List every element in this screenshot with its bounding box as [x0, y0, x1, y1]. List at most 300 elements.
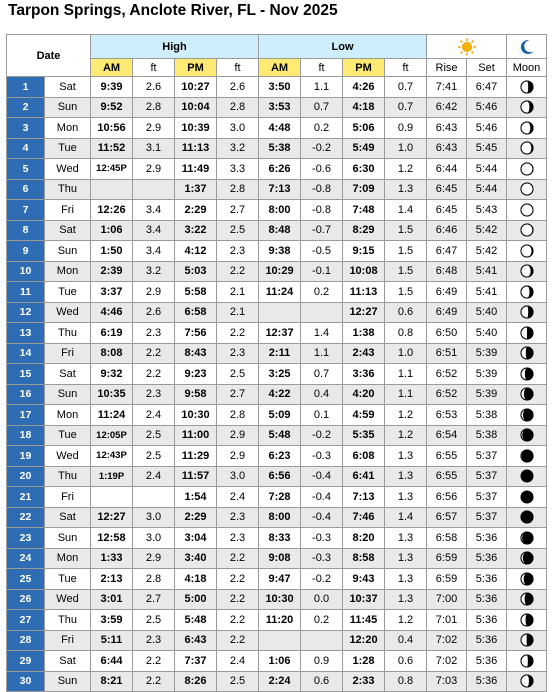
high-am-time: 6:44 [91, 651, 133, 672]
moon-phase-icon [520, 141, 534, 155]
low-am-height: -0.3 [301, 446, 343, 467]
day-of-week: Sun [45, 671, 91, 692]
high-am-height: 3.4 [133, 200, 175, 221]
day-number: 24 [7, 548, 45, 569]
low-am-height [301, 302, 343, 323]
day-number: 26 [7, 589, 45, 610]
sunrise-time: 6:55 [427, 466, 467, 487]
day-number: 5 [7, 159, 45, 180]
high-pm-ft-header: ft [217, 59, 259, 77]
moon-phase-icon [520, 223, 534, 237]
low-am-height: 0.9 [301, 651, 343, 672]
sunset-time: 5:38 [467, 405, 507, 426]
sunrise-time: 6:49 [427, 302, 467, 323]
low-am-time: 11:20 [259, 610, 301, 631]
high-am-time: 3:59 [91, 610, 133, 631]
low-pm-time: 11:45 [343, 610, 385, 631]
moon-header [507, 35, 547, 59]
high-am-time: 6:19 [91, 323, 133, 344]
high-am-time: 12:26 [91, 200, 133, 221]
low-am-height: 0.2 [301, 282, 343, 303]
moon-phase-cell [507, 179, 547, 200]
moon-phase-cell [507, 159, 547, 180]
high-am-height: 2.5 [133, 610, 175, 631]
moon-phase-icon [520, 121, 534, 135]
high-am-height: 2.9 [133, 282, 175, 303]
high-pm-height: 2.9 [217, 446, 259, 467]
low-pm-header: PM [343, 59, 385, 77]
high-pm-height: 2.8 [217, 405, 259, 426]
low-am-height: -0.2 [301, 425, 343, 446]
low-pm-height: 1.2 [385, 405, 427, 426]
low-am-time: 6:56 [259, 466, 301, 487]
high-pm-time: 6:58 [175, 302, 217, 323]
day-number: 14 [7, 343, 45, 364]
low-am-height: 0.7 [301, 97, 343, 118]
table-row [7, 261, 547, 282]
sunset-time: 5:38 [467, 425, 507, 446]
low-am-ft-header: ft [301, 59, 343, 77]
table-row [7, 610, 547, 631]
high-pm-height: 2.5 [217, 364, 259, 385]
table-row [7, 507, 547, 528]
moon-phase-cell [507, 323, 547, 344]
low-pm-time: 10:37 [343, 589, 385, 610]
high-pm-time: 11:13 [175, 138, 217, 159]
high-pm-time: 7:37 [175, 651, 217, 672]
moon-phase-cell [507, 589, 547, 610]
sunrise-time: 7:02 [427, 630, 467, 651]
low-am-time: 2:24 [259, 671, 301, 692]
high-pm-height: 2.8 [217, 179, 259, 200]
high-pm-height: 2.3 [217, 241, 259, 262]
low-am-time: 4:22 [259, 384, 301, 405]
day-number: 12 [7, 302, 45, 323]
high-am-height: 2.7 [133, 589, 175, 610]
high-am-time: 12:45P [91, 159, 133, 180]
high-am-height: 2.9 [133, 159, 175, 180]
moon-phase-cell [507, 425, 547, 446]
day-number: 6 [7, 179, 45, 200]
moon-phase-icon [520, 654, 534, 668]
low-pm-time: 9:15 [343, 241, 385, 262]
high-am-time: 11:24 [91, 405, 133, 426]
moon-phase-icon [520, 244, 534, 258]
low-pm-height: 1.4 [385, 200, 427, 221]
high-pm-time: 10:27 [175, 77, 217, 98]
high-am-height: 2.8 [133, 569, 175, 590]
low-am-time: 5:48 [259, 425, 301, 446]
high-am-height: 2.3 [133, 630, 175, 651]
sunrise-time: 6:42 [427, 97, 467, 118]
low-am-time: 1:06 [259, 651, 301, 672]
low-pm-time: 5:06 [343, 118, 385, 139]
day-of-week: Sat [45, 364, 91, 385]
high-pm-time: 7:56 [175, 323, 217, 344]
moon-phase-cell [507, 651, 547, 672]
high-am-time: 11:52 [91, 138, 133, 159]
date-header: Date [7, 35, 91, 77]
high-am-time: 8:21 [91, 671, 133, 692]
high-pm-time: 1:37 [175, 179, 217, 200]
high-am-time: 4:46 [91, 302, 133, 323]
high-pm-height: 2.3 [217, 343, 259, 364]
moon-phase-cell [507, 220, 547, 241]
high-am-height: 2.5 [133, 425, 175, 446]
low-pm-time: 6:41 [343, 466, 385, 487]
sunrise-time: 6:48 [427, 261, 467, 282]
high-am-time [91, 487, 133, 508]
low-am-time: 10:30 [259, 589, 301, 610]
sunset-time: 5:36 [467, 671, 507, 692]
high-pm-height: 2.2 [217, 569, 259, 590]
low-pm-time: 5:49 [343, 138, 385, 159]
high-am-height: 2.6 [133, 77, 175, 98]
moon-phase-icon [520, 469, 534, 483]
high-pm-header: PM [175, 59, 217, 77]
moon-phase-icon [520, 346, 534, 360]
table-row [7, 425, 547, 446]
high-pm-height: 2.2 [217, 630, 259, 651]
day-number: 17 [7, 405, 45, 426]
moon-phase-cell [507, 118, 547, 139]
low-am-height: 0.7 [301, 364, 343, 385]
low-pm-time: 7:48 [343, 200, 385, 221]
table-row [7, 446, 547, 467]
high-pm-height: 3.3 [217, 159, 259, 180]
low-am-height: 1.1 [301, 343, 343, 364]
low-pm-height: 1.5 [385, 261, 427, 282]
high-pm-height: 2.3 [217, 528, 259, 549]
low-am-time: 7:28 [259, 487, 301, 508]
low-pm-height: 1.3 [385, 569, 427, 590]
low-pm-time: 6:08 [343, 446, 385, 467]
day-number: 19 [7, 446, 45, 467]
high-am-time: 3:37 [91, 282, 133, 303]
moon-phase-icon [520, 305, 534, 319]
day-number: 29 [7, 651, 45, 672]
low-pm-height: 0.8 [385, 323, 427, 344]
sunrise-time: 6:49 [427, 282, 467, 303]
high-pm-height: 2.6 [217, 77, 259, 98]
high-pm-time: 8:26 [175, 671, 217, 692]
day-of-week: Tue [45, 138, 91, 159]
low-am-height: 0.1 [301, 405, 343, 426]
low-pm-height: 0.9 [385, 118, 427, 139]
high-pm-time: 9:23 [175, 364, 217, 385]
high-pm-time: 11:00 [175, 425, 217, 446]
high-am-time: 9:32 [91, 364, 133, 385]
moon-phase-cell [507, 610, 547, 631]
low-pm-time: 4:26 [343, 77, 385, 98]
sunset-time: 5:46 [467, 118, 507, 139]
table-row [7, 528, 547, 549]
low-am-height [301, 630, 343, 651]
low-pm-time: 7:46 [343, 507, 385, 528]
high-pm-time: 11:29 [175, 446, 217, 467]
moon-phase-cell [507, 569, 547, 590]
sunset-time: 5:39 [467, 364, 507, 385]
high-pm-height: 2.9 [217, 425, 259, 446]
high-am-height: 2.6 [133, 302, 175, 323]
day-number: 11 [7, 282, 45, 303]
low-pm-time: 2:33 [343, 671, 385, 692]
low-pm-time: 12:27 [343, 302, 385, 323]
low-pm-height: 1.4 [385, 507, 427, 528]
high-pm-time: 5:00 [175, 589, 217, 610]
moon-phase-icon [520, 633, 534, 647]
low-am-header: AM [259, 59, 301, 77]
table-row [7, 323, 547, 344]
low-am-time: 4:48 [259, 118, 301, 139]
low-pm-height: 0.8 [385, 671, 427, 692]
moon-phase-cell [507, 405, 547, 426]
high-am-height: 3.0 [133, 507, 175, 528]
sunset-time: 5:36 [467, 651, 507, 672]
high-pm-height: 3.2 [217, 138, 259, 159]
low-am-height: -0.1 [301, 261, 343, 282]
high-pm-height: 2.5 [217, 220, 259, 241]
table-row [7, 651, 547, 672]
sunrise-time: 7:00 [427, 589, 467, 610]
high-am-height: 2.8 [133, 97, 175, 118]
moon-phase-icon [520, 531, 534, 545]
sunset-time: 5:37 [467, 487, 507, 508]
day-number: 3 [7, 118, 45, 139]
day-of-week: Mon [45, 118, 91, 139]
high-pm-height: 2.2 [217, 610, 259, 631]
sunset-time: 5:39 [467, 384, 507, 405]
day-of-week: Thu [45, 610, 91, 631]
high-pm-time: 6:43 [175, 630, 217, 651]
low-am-time: 9:08 [259, 548, 301, 569]
low-pm-height: 1.3 [385, 466, 427, 487]
sunset-time: 5:37 [467, 446, 507, 467]
low-pm-time: 5:35 [343, 425, 385, 446]
high-pm-time: 3:04 [175, 528, 217, 549]
day-number: 8 [7, 220, 45, 241]
sunset-time: 6:47 [467, 77, 507, 98]
day-of-week: Sun [45, 97, 91, 118]
high-am-time: 8:08 [91, 343, 133, 364]
day-number: 1 [7, 77, 45, 98]
high-pm-height: 2.4 [217, 487, 259, 508]
high-am-time: 2:39 [91, 261, 133, 282]
high-am-height: 2.2 [133, 651, 175, 672]
sunset-time: 5:36 [467, 589, 507, 610]
sunrise-time: 6:43 [427, 118, 467, 139]
low-am-height: 0.2 [301, 118, 343, 139]
moon-phase-cell [507, 97, 547, 118]
low-am-height: 0.2 [301, 610, 343, 631]
table-row [7, 282, 547, 303]
low-am-height: 0.4 [301, 384, 343, 405]
sunset-time: 5:45 [467, 138, 507, 159]
low-am-time: 8:00 [259, 200, 301, 221]
high-am-time: 3:01 [91, 589, 133, 610]
low-pm-height: 1.5 [385, 220, 427, 241]
high-pm-time: 4:18 [175, 569, 217, 590]
low-am-height: -0.2 [301, 138, 343, 159]
high-pm-time: 5:58 [175, 282, 217, 303]
sunrise-time: 6:52 [427, 384, 467, 405]
low-am-height: -0.3 [301, 548, 343, 569]
day-number: 18 [7, 425, 45, 446]
low-am-time: 9:47 [259, 569, 301, 590]
day-of-week: Sat [45, 507, 91, 528]
table-row [7, 405, 547, 426]
day-of-week: Sat [45, 651, 91, 672]
high-pm-height: 2.3 [217, 507, 259, 528]
moon-phase-cell [507, 446, 547, 467]
low-am-time: 12:37 [259, 323, 301, 344]
low-am-height: -0.2 [301, 569, 343, 590]
high-pm-time: 10:39 [175, 118, 217, 139]
high-pm-height: 3.0 [217, 118, 259, 139]
high-pm-height: 2.8 [217, 97, 259, 118]
low-am-time: 2:11 [259, 343, 301, 364]
day-of-week: Fri [45, 630, 91, 651]
low-am-time: 8:33 [259, 528, 301, 549]
day-of-week: Wed [45, 446, 91, 467]
low-am-time: 7:13 [259, 179, 301, 200]
high-am-height: 2.4 [133, 405, 175, 426]
sunset-header: Set [467, 59, 507, 77]
high-am-time: 12:58 [91, 528, 133, 549]
moon-phase-icon [520, 572, 534, 586]
day-of-week: Mon [45, 405, 91, 426]
high-am-time: 1:33 [91, 548, 133, 569]
day-of-week: Tue [45, 425, 91, 446]
low-am-height: 1.1 [301, 77, 343, 98]
low-am-height: -0.7 [301, 220, 343, 241]
high-pm-time: 11:49 [175, 159, 217, 180]
high-pm-time: 5:48 [175, 610, 217, 631]
sunrise-time: 7:01 [427, 610, 467, 631]
high-am-height: 3.0 [133, 528, 175, 549]
sunrise-time: 6:57 [427, 507, 467, 528]
sunrise-time: 6:59 [427, 548, 467, 569]
day-number: 15 [7, 364, 45, 385]
moon-phase-icon [520, 203, 534, 217]
low-am-height: -0.5 [301, 241, 343, 262]
day-of-week: Fri [45, 487, 91, 508]
high-pm-height: 2.2 [217, 323, 259, 344]
day-of-week: Thu [45, 466, 91, 487]
low-am-time: 9:38 [259, 241, 301, 262]
high-am-height: 3.4 [133, 220, 175, 241]
high-pm-time: 3:22 [175, 220, 217, 241]
moon-phase-icon [520, 510, 534, 524]
sunrise-time: 6:46 [427, 220, 467, 241]
low-am-time: 3:50 [259, 77, 301, 98]
day-of-week: Wed [45, 589, 91, 610]
low-am-time: 5:09 [259, 405, 301, 426]
low-pm-height: 0.7 [385, 77, 427, 98]
high-am-height: 2.3 [133, 323, 175, 344]
moon-phase-icon [520, 182, 534, 196]
table-row [7, 220, 547, 241]
high-am-height: 3.2 [133, 261, 175, 282]
low-am-time: 6:26 [259, 159, 301, 180]
sunrise-time: 6:54 [427, 425, 467, 446]
sunset-time: 5:36 [467, 548, 507, 569]
low-am-height: -0.4 [301, 487, 343, 508]
low-pm-time: 4:18 [343, 97, 385, 118]
low-am-height: 1.4 [301, 323, 343, 344]
low-pm-height: 1.3 [385, 528, 427, 549]
day-number: 22 [7, 507, 45, 528]
high-pm-time: 10:04 [175, 97, 217, 118]
tide-table-body [7, 77, 547, 692]
sunset-time: 5:39 [467, 343, 507, 364]
low-pm-time: 10:08 [343, 261, 385, 282]
sunset-time: 5:40 [467, 323, 507, 344]
high-am-height: 3.4 [133, 241, 175, 262]
sunrise-time: 6:43 [427, 138, 467, 159]
table-row [7, 384, 547, 405]
high-pm-time: 1:54 [175, 487, 217, 508]
low-pm-height: 0.7 [385, 97, 427, 118]
moon-phase-icon [520, 613, 534, 627]
sunrise-time: 6:45 [427, 200, 467, 221]
low-am-time: 3:53 [259, 97, 301, 118]
low-pm-height: 0.6 [385, 651, 427, 672]
moon-phase-icon [520, 551, 534, 565]
low-pm-height: 1.3 [385, 589, 427, 610]
low-am-time: 8:48 [259, 220, 301, 241]
moon-phase-icon [520, 490, 534, 504]
sunrise-header: Rise [427, 59, 467, 77]
low-tide-header: Low [259, 35, 427, 59]
sunrise-time: 6:45 [427, 179, 467, 200]
day-of-week: Mon [45, 261, 91, 282]
low-am-time: 6:23 [259, 446, 301, 467]
sunrise-time: 7:03 [427, 671, 467, 692]
day-of-week: Thu [45, 323, 91, 344]
low-am-time: 5:38 [259, 138, 301, 159]
moon-phase-icon [520, 367, 534, 381]
high-am-time: 12:05P [91, 425, 133, 446]
low-pm-time: 1:28 [343, 651, 385, 672]
high-am-time: 1:06 [91, 220, 133, 241]
high-am-time: 12:27 [91, 507, 133, 528]
high-am-height: 2.2 [133, 364, 175, 385]
day-number: 28 [7, 630, 45, 651]
sunrise-time: 6:55 [427, 446, 467, 467]
sunrise-time: 6:47 [427, 241, 467, 262]
low-pm-time: 4:20 [343, 384, 385, 405]
high-pm-time: 10:30 [175, 405, 217, 426]
day-of-week: Sat [45, 77, 91, 98]
low-pm-time: 7:13 [343, 487, 385, 508]
low-pm-height: 1.2 [385, 159, 427, 180]
table-row [7, 302, 547, 323]
high-am-time: 12:43P [91, 446, 133, 467]
low-pm-height: 1.3 [385, 179, 427, 200]
day-of-week: Sat [45, 220, 91, 241]
sunrise-time: 6:59 [427, 569, 467, 590]
moon-phase-icon [520, 264, 534, 278]
moon-phase-icon [520, 100, 534, 114]
low-pm-height: 1.1 [385, 384, 427, 405]
day-number: 4 [7, 138, 45, 159]
moon-phase-cell [507, 364, 547, 385]
moon-phase-cell [507, 77, 547, 98]
high-pm-time: 3:40 [175, 548, 217, 569]
low-pm-height: 0.6 [385, 302, 427, 323]
moon-phase-cell [507, 671, 547, 692]
